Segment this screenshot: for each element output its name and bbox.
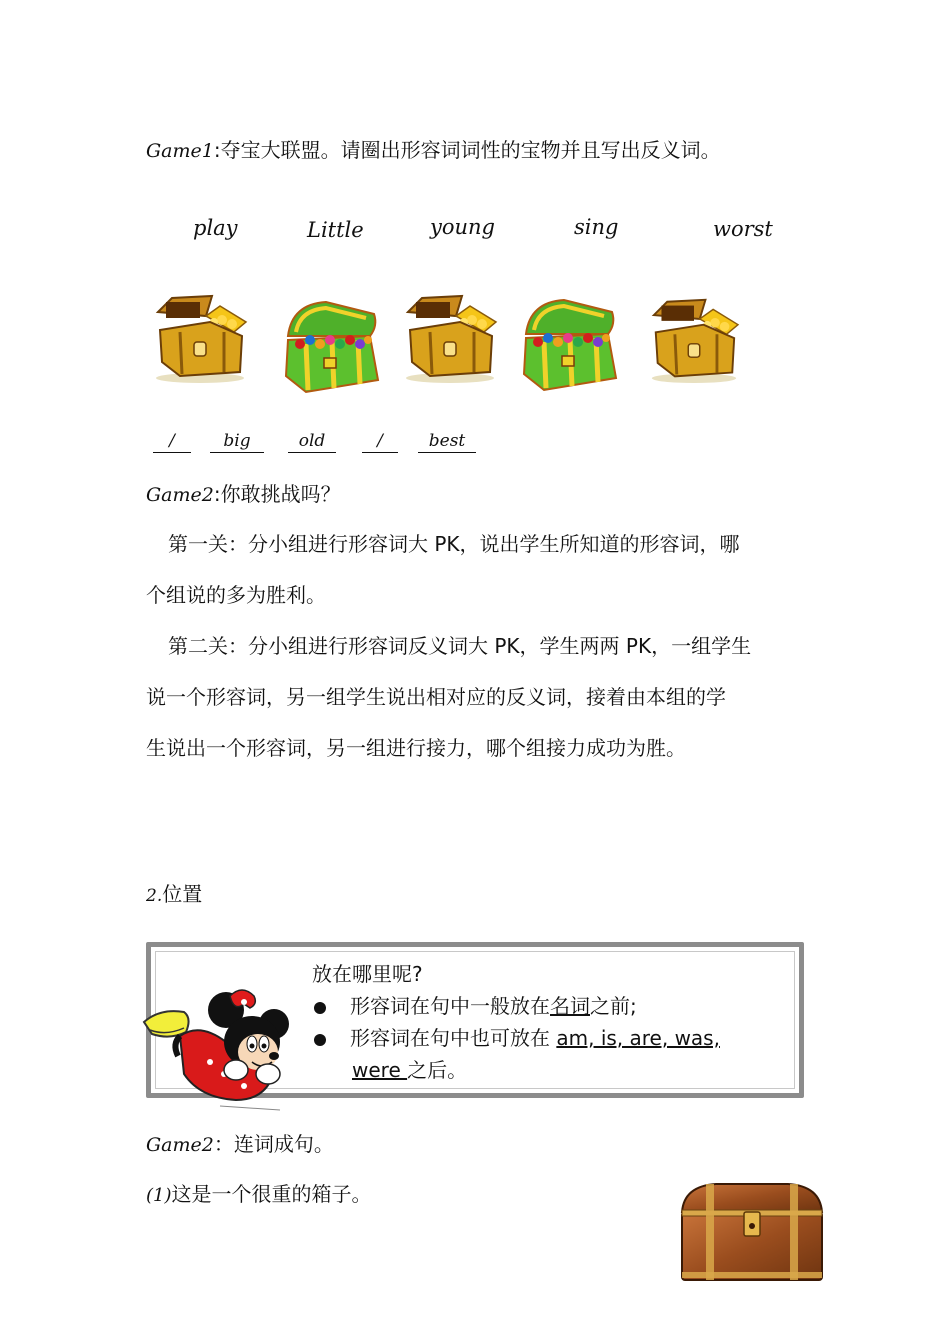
bullet-2-pre: 形容词在句中也可放在 <box>350 1026 557 1050</box>
gold-chest-icon-1 <box>150 292 250 384</box>
answer-blank-1: / <box>153 430 191 453</box>
box-question: 放在哪里呢? <box>312 962 423 986</box>
game2b-heading <box>146 1130 334 1159</box>
section-title: 位置 <box>162 882 203 906</box>
level1-line1: 第一关：分小组进行形容词大 PK，说出学生所知道的形容词，哪 <box>168 532 740 556</box>
question-1-text: 这是一个很重的箱子。 <box>171 1182 372 1206</box>
question-1-number: (1) <box>146 1185 172 1206</box>
bullet-2-underlined: am, is, are, was, <box>556 1026 720 1050</box>
level2-line2: 说一个形容词，另一组学生说出相对应的反义词，接着由本组的学 <box>146 685 726 709</box>
bullet-dot-icon <box>314 1034 326 1046</box>
bullet-2-cont <box>352 1054 467 1086</box>
bullet-2 <box>314 1022 720 1054</box>
bullet-1 <box>314 990 637 1022</box>
bullet-1-underlined: 名词 <box>550 994 590 1018</box>
section-heading <box>146 880 202 910</box>
game1-colon: : <box>213 138 221 162</box>
bullet-2-underlined-2: were <box>352 1058 408 1082</box>
game2b-text: 连词成句。 <box>233 1132 334 1156</box>
bullet-1-post: 之前; <box>590 994 637 1018</box>
minnie-mouse-illustration <box>140 982 300 1122</box>
word-1: play <box>193 216 238 240</box>
bullet-dot-icon <box>314 1002 326 1014</box>
word-2: Little <box>307 218 364 242</box>
word-5: worst <box>713 217 773 241</box>
gold-chest-icon-2 <box>400 292 500 384</box>
answer-blank-3: old <box>288 430 336 453</box>
game2-heading <box>146 480 341 509</box>
game2-text: 你敢挑战吗？ <box>220 482 341 506</box>
bullet-2-post: 之后。 <box>407 1058 468 1082</box>
word-4: sing <box>574 215 619 239</box>
answer-blank-4: / <box>362 430 398 453</box>
gem-chest-icon-1 <box>282 296 382 396</box>
level2-line1: 第二关：分小组进行形容词反义词大 PK，学生两两 PK，一组学生 <box>168 634 752 658</box>
word-3: young <box>430 215 495 239</box>
bullet-1-pre: 形容词在句中一般放在 <box>350 994 550 1018</box>
game1-label: Game1 <box>146 140 214 162</box>
game2-colon: : <box>213 482 221 506</box>
wooden-chest-icon <box>676 1178 828 1286</box>
game1-heading <box>146 136 721 165</box>
answer-blank-2: big <box>210 430 264 453</box>
question-1 <box>146 1180 372 1210</box>
gem-chest-icon-2 <box>520 294 620 394</box>
game2b-label: Game2 <box>146 1134 214 1156</box>
level2-line3: 生说出一个形容词，另一组进行接力，哪个组接力成功为胜。 <box>146 736 686 760</box>
answer-blank-5: best <box>418 430 476 453</box>
section-number: 2. <box>146 886 163 906</box>
gold-chest-icon-3 <box>646 296 742 384</box>
game1-text: 夺宝大联盟。请圈出形容词词性的宝物并且写出反义词。 <box>220 138 721 162</box>
level-paragraphs <box>146 519 816 774</box>
level1-line2: 个组说的多为胜利。 <box>146 583 326 607</box>
game2-label: Game2 <box>146 484 214 506</box>
game2b-colon: ： <box>213 1132 234 1156</box>
